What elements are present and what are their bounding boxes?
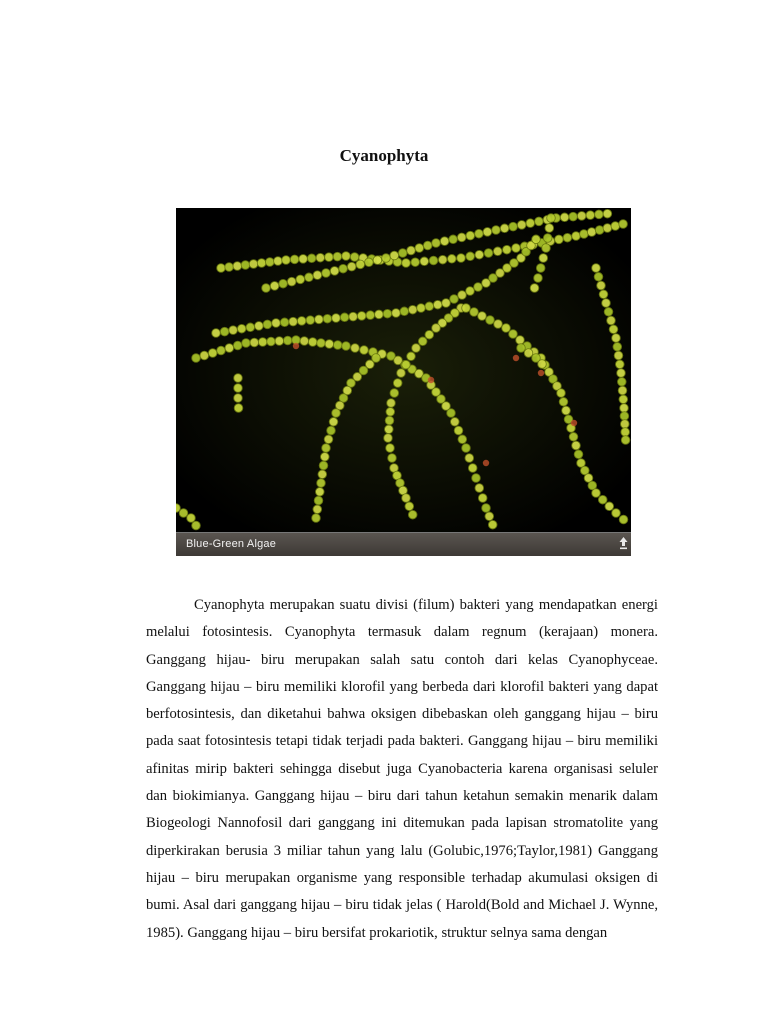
filament-cell: [405, 502, 414, 511]
filament-cell: [350, 253, 359, 262]
filament-cell: [447, 409, 456, 418]
filament-cell: [290, 255, 299, 264]
filament-cell: [392, 309, 401, 318]
micrograph-figure: [176, 208, 631, 556]
filament-cell: [604, 308, 613, 317]
filament-cell: [466, 287, 475, 296]
filament-cell: [475, 484, 484, 493]
filament-cell: [179, 509, 188, 518]
filament-cell: [536, 264, 545, 273]
filament-cell: [234, 394, 243, 403]
filament-cell: [287, 277, 296, 286]
filament-cell: [488, 520, 497, 529]
heterocyst-cell: [571, 420, 577, 426]
filament-cell: [595, 210, 604, 219]
filament-cell: [308, 338, 317, 347]
filament-cell: [393, 379, 402, 388]
filament-cell: [316, 488, 325, 497]
filament-cell: [321, 453, 330, 462]
filament-cell: [503, 245, 512, 254]
filament-cell: [617, 369, 626, 378]
filament-cell: [493, 247, 502, 256]
filament-cell: [466, 231, 475, 240]
filament-cell: [526, 219, 535, 228]
filament-cell: [555, 235, 564, 244]
filament-cell: [423, 241, 432, 250]
filament-cell: [373, 256, 382, 265]
filament-cell: [530, 284, 539, 293]
filament-cell: [322, 444, 331, 453]
filament-cell: [545, 224, 554, 233]
filament-cell: [342, 342, 351, 351]
filament-cell: [192, 521, 201, 530]
filament-cell: [217, 346, 226, 355]
filament-cell: [602, 299, 611, 308]
filament-cell: [407, 352, 416, 361]
filament-cell: [619, 220, 628, 229]
filament-cell: [342, 252, 351, 261]
filament-cell: [360, 346, 369, 355]
filament-cell: [375, 310, 384, 319]
filament-cell: [466, 252, 475, 261]
filament-cell: [557, 389, 566, 398]
filament-cell: [517, 344, 526, 353]
filament-cell: [200, 351, 209, 360]
filament-cell: [433, 300, 442, 309]
filament-cell: [415, 244, 424, 253]
filament-cell: [229, 326, 238, 335]
filament-cell: [323, 314, 332, 323]
filament-cell: [365, 258, 374, 267]
filament-cell: [451, 418, 460, 427]
filament-cell: [357, 312, 366, 321]
filament-cell: [572, 232, 581, 241]
filament-cell: [478, 312, 487, 321]
filament-cell: [325, 253, 334, 262]
heterocyst-cell: [428, 377, 434, 383]
filament-cell: [274, 257, 283, 266]
figure-caption: Blue-Green Algae: [186, 538, 277, 550]
filament-cell: [234, 384, 243, 393]
filament-cell: [425, 302, 434, 311]
filament-cell: [225, 344, 234, 353]
filament-cell: [609, 325, 618, 334]
filament-cell: [329, 418, 338, 427]
filament-cell: [586, 211, 595, 220]
filament-cell: [402, 360, 411, 369]
filament-cell: [296, 275, 305, 284]
filament-cell: [398, 249, 407, 258]
filament-cell: [408, 305, 417, 314]
heterocyst-cell: [538, 370, 544, 376]
filament-cell: [420, 257, 429, 266]
filament-cell: [465, 454, 474, 463]
filament-cell: [605, 502, 614, 511]
filament-cell: [307, 254, 316, 263]
filament-cell: [458, 291, 467, 300]
filament-cell: [299, 255, 308, 264]
filament-cell: [612, 334, 621, 343]
filament-cell: [450, 295, 459, 304]
filament-cell: [407, 246, 416, 255]
filament-cell: [603, 224, 612, 233]
filament-cell: [559, 398, 568, 407]
filament-cell: [340, 313, 349, 322]
filament-cell: [333, 252, 342, 261]
filament-cell: [317, 339, 326, 348]
filament-cell: [616, 360, 625, 369]
filament-cell: [385, 425, 394, 434]
filament-cell: [351, 344, 360, 353]
heterocyst-cell: [513, 355, 519, 361]
filament-cell: [246, 323, 255, 332]
filament-cell: [319, 461, 328, 470]
filament-cell: [594, 273, 603, 282]
cyanobacteria-micrograph-image: [176, 208, 631, 533]
filament-cell: [462, 304, 471, 313]
filament-cell: [539, 254, 548, 263]
filament-cell: [397, 369, 406, 378]
filament-cell: [356, 260, 365, 269]
filament-cell: [543, 234, 552, 243]
filament-cell: [257, 259, 266, 268]
filament-cell: [220, 327, 229, 336]
filament-cell: [614, 351, 623, 360]
filament-cell: [418, 337, 427, 346]
filament-cell: [486, 316, 495, 325]
filament-cell: [612, 509, 621, 518]
filament-cell: [383, 309, 392, 318]
filament-cell: [425, 330, 434, 339]
filament-cell: [297, 317, 306, 326]
filament-cell: [429, 256, 438, 265]
filament-cell: [509, 222, 518, 231]
filament-cell: [577, 212, 586, 221]
filament-cell: [572, 441, 581, 450]
filament-cell: [618, 378, 627, 387]
filament-cell: [315, 315, 324, 324]
filament-cell: [598, 495, 607, 504]
filament-cell: [458, 435, 467, 444]
filament-cell: [208, 349, 217, 358]
filament-cell: [318, 470, 327, 479]
filament-cell: [250, 338, 259, 347]
filament-cell: [534, 274, 543, 283]
filament-cell: [282, 256, 291, 265]
filament-cell: [332, 409, 341, 418]
filament-cell: [535, 217, 544, 226]
filament-cell: [468, 464, 477, 473]
filament-cell: [475, 250, 484, 259]
filament-cell: [347, 262, 356, 271]
filament-cell: [187, 514, 196, 523]
filament-cell: [233, 262, 242, 271]
filament-cell: [524, 349, 533, 358]
filament-cell: [279, 279, 288, 288]
filament-cell: [258, 338, 267, 347]
filament-cell: [386, 408, 395, 417]
filament-cell: [313, 271, 322, 280]
filament-cell: [402, 259, 411, 268]
filament-cell: [597, 281, 606, 290]
filament-cell: [547, 214, 556, 223]
filament-cell: [316, 253, 325, 262]
filament-cell: [619, 515, 628, 524]
filament-cell: [387, 399, 396, 408]
filament-cell: [366, 311, 375, 320]
filament-cell: [478, 494, 487, 503]
filament-cell: [270, 282, 279, 291]
filament-cell: [300, 337, 309, 346]
filament-cell: [603, 209, 612, 218]
filament-cell: [502, 324, 511, 333]
filament-cell: [470, 308, 479, 317]
filament-cell: [408, 510, 417, 519]
filament-cell: [234, 374, 243, 383]
filament-cell: [289, 317, 298, 326]
filament-cell: [330, 267, 339, 276]
filament-cell: [599, 290, 608, 299]
filament-cell: [225, 263, 234, 272]
filament-cell: [621, 420, 630, 429]
filament-cell: [262, 284, 271, 293]
filament-cell: [242, 339, 251, 348]
filament-cell: [472, 474, 481, 483]
filament-cell: [349, 312, 358, 321]
filament-cell: [611, 222, 620, 231]
filament-cell: [462, 444, 471, 453]
filament-cell: [474, 283, 483, 292]
filament-cell: [313, 505, 322, 514]
filament-cell: [432, 324, 441, 333]
filament-cell: [621, 436, 630, 445]
filament-cell: [619, 395, 628, 404]
filament-cell: [212, 329, 221, 338]
filament-cell: [237, 324, 246, 333]
filament-cell: [241, 261, 250, 270]
filament-cell: [509, 330, 518, 339]
filament-cell: [569, 212, 578, 221]
filament-cell: [217, 264, 226, 273]
filament-cell: [306, 316, 315, 325]
filament-cell: [275, 337, 284, 346]
filament-cell: [280, 318, 289, 327]
filament-cell: [385, 416, 394, 425]
filament-cell: [483, 228, 492, 237]
filament-cell: [442, 299, 451, 308]
filament-cell: [563, 233, 572, 242]
filament-cell: [532, 235, 541, 244]
filament-cell: [607, 316, 616, 325]
filament-cell: [312, 514, 321, 523]
filament-cell: [569, 433, 578, 442]
filament-cell: [417, 304, 426, 313]
filament-cell: [516, 336, 525, 345]
filament-cell: [327, 426, 336, 435]
filament-cell: [283, 336, 292, 345]
expand-up-arrow-icon[interactable]: [619, 536, 628, 550]
filament-cell: [267, 337, 276, 346]
filament-cell: [448, 255, 457, 264]
filament-cell: [592, 264, 601, 273]
filament-cell: [272, 319, 281, 328]
filament-cell: [332, 314, 341, 323]
caption-bar: [176, 532, 631, 556]
filament-cell: [457, 254, 466, 263]
filament-cell: [613, 343, 622, 352]
filament-cell: [317, 479, 326, 488]
filament-cell: [384, 434, 393, 443]
filament-cell: [266, 258, 275, 267]
filament-cell: [249, 260, 258, 269]
filament-cell: [574, 450, 583, 459]
filament-cell: [432, 239, 441, 248]
filament-cell: [333, 341, 342, 350]
filament-cell: [390, 389, 399, 398]
filament-cell: [517, 221, 526, 230]
filament-cell: [494, 320, 503, 329]
filament-cell: [314, 496, 323, 505]
filament-cell: [324, 435, 333, 444]
filament-cell: [305, 273, 314, 282]
filament-cell: [454, 426, 463, 435]
filament-cell: [562, 406, 571, 415]
filament-cell: [512, 244, 521, 253]
filament-cell: [457, 233, 466, 242]
filament-cell: [411, 258, 420, 267]
filament-cell: [233, 341, 242, 350]
filament-cell: [388, 454, 397, 463]
page-title: Cyanophyta: [339, 146, 429, 165]
filament-cell: [482, 504, 491, 513]
filament-cell: [620, 404, 629, 413]
heterocyst-cell: [483, 460, 489, 466]
filament-cell: [621, 428, 630, 437]
filament-cell: [500, 224, 509, 233]
filament-cell: [587, 228, 596, 237]
filament-cell: [382, 254, 391, 263]
filament-cell: [263, 320, 272, 329]
filament-cell: [339, 264, 348, 273]
filament-cell: [325, 340, 334, 349]
filament-cell: [402, 494, 411, 503]
filament-cell: [412, 344, 421, 353]
filament-cell: [592, 489, 601, 498]
filament-cell: [542, 244, 551, 253]
filament-cell: [234, 404, 243, 413]
filament-cell: [560, 213, 569, 222]
filament-cell: [485, 512, 494, 521]
body-paragraph: Cyanophyta merupakan suatu divisi (filum) bakteri yang mendapatkan energi melalui fotosintesis. Cyanophyta termasuk dalam regnum (kerajaan) monera. Ganggang hijau- biru merupakan salah satu contoh dari kelas Cyanophyceae. Ganggang hijau – biru memiliki klorofil yang berbeda dari klorofil bakteri yang dapat berfotosintesis, dan diketahui bahwa oksigen dibebaskan oleh ganggang hijau – biru pada saat fotosintesis tetapi tidak terjadi pada bakteri. Ganggang hijau – biru memiliki afinitas mirip bakteri sehingga disebut juga Cyanobacteria karena organisasi seluler dan biokimianya. Ganggang hijau – biru dari tahun ketahun semakin menarik dalam Biogeologi Nannofosil dari ganggang ini ditemukan pada lapisan stromatolite yang diperkirakan berusia 3 miliar tahun yang lalu (Golubic,1976;Taylor,1981) Ganggang hijau – biru merupakan organisme yang responsible terhadap akumulasi oksigen di bumi. Asal dari ganggang hijau – biru tidak jelas ( Harold(Bold and Michael J. Wynne, 1985). Ganggang hijau – biru bersifat prokariotik, struktur selnya sama dengan: [146, 597, 658, 941]
filament-cell: [620, 412, 629, 421]
filament-cell: [484, 249, 493, 258]
filament-cell: [538, 360, 547, 369]
filament-cell: [386, 444, 395, 453]
filament-cell: [322, 269, 331, 278]
filament-cell: [580, 230, 589, 239]
filament-cell: [618, 386, 627, 395]
filament-cell: [475, 229, 484, 238]
filament-cell: [492, 226, 501, 235]
filament-cell: [400, 307, 409, 316]
filament-cell: [255, 322, 264, 331]
filament-cell: [192, 354, 201, 363]
filament-cell: [449, 235, 458, 244]
filament-cell: [438, 255, 447, 264]
filament-cell: [595, 226, 604, 235]
filament-cell: [440, 237, 449, 246]
filament-cell: [390, 251, 399, 260]
heterocyst-cell: [293, 343, 299, 349]
